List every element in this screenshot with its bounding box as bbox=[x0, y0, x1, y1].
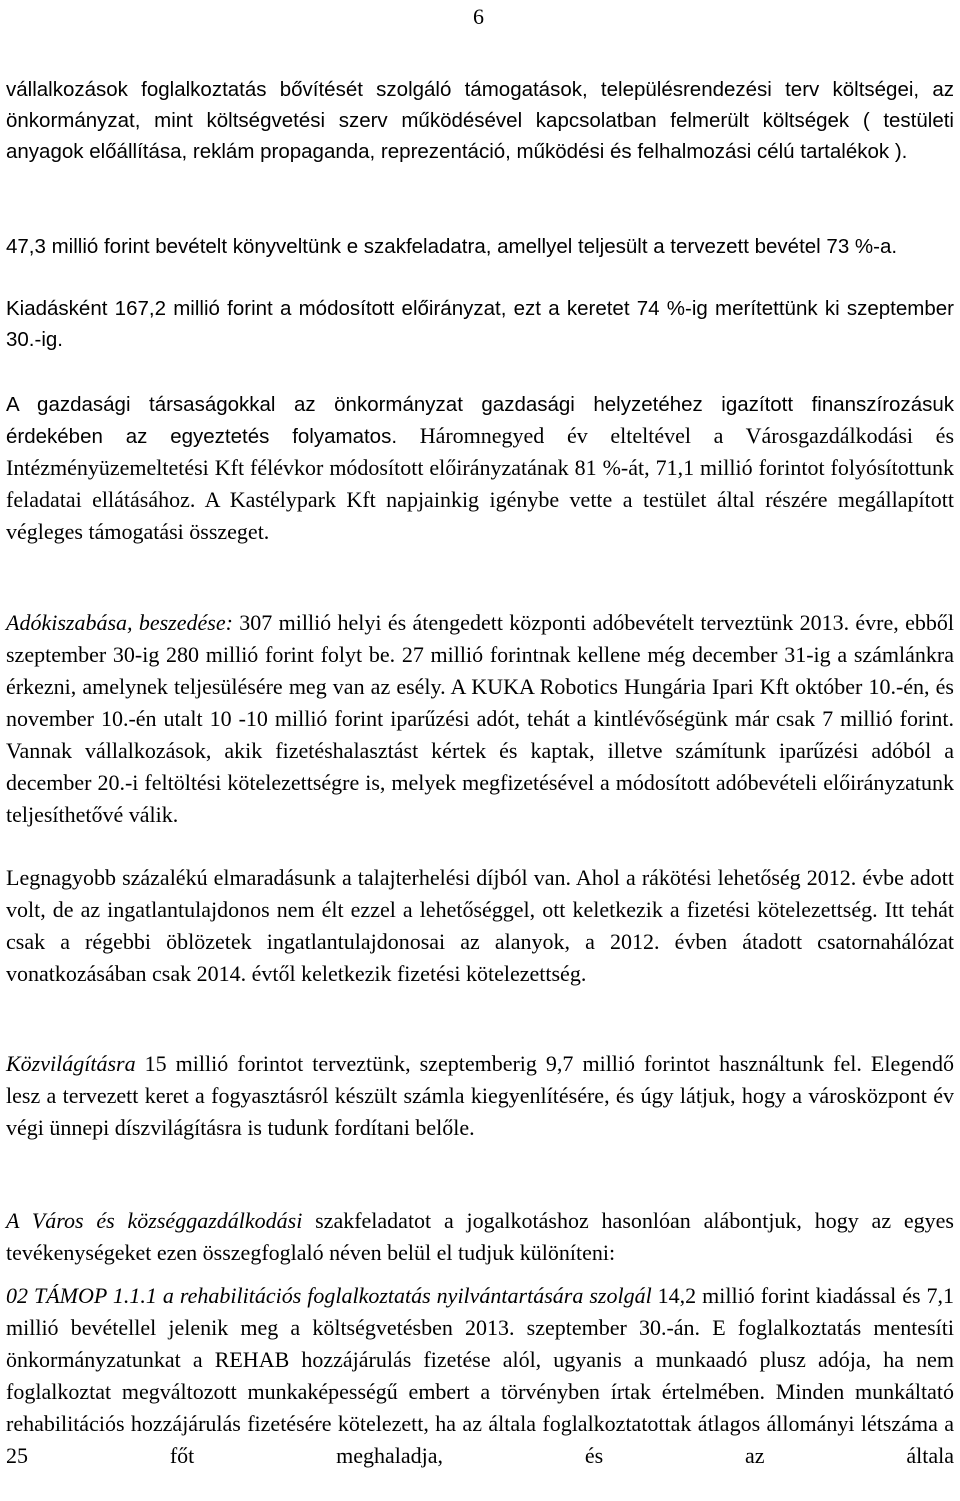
page-number: 6 bbox=[473, 4, 484, 29]
paragraph-city-management bbox=[6, 1205, 954, 1269]
city-management-heading: A Város és községgazdálkodási bbox=[6, 1208, 303, 1233]
paragraph-tax bbox=[6, 607, 954, 831]
paragraph-tamop bbox=[6, 1280, 954, 1472]
paragraph-soil-fee: Legnagyobb százalékú elmaradásunk a talajterhelési díjból van. Ahol a rákötési lehetőség 2012. évbe adott volt, de az ingatlantulajdonos nem élt ezzel a lehetőséggel, ott keletkezik a fizetési kötelezettség. Itt tehát csak a régebbi öblözetek ingatlantulajdonosai az alanyok, a 2012. évben átadott csatornahálózat vonatkozásában csak 2014. évtől keletkezik fizetési kötelezettség. bbox=[6, 865, 954, 986]
companies-intro: A gazdasági társaságokkal az önkormányzat gazdasági helyzetéhez igazított finanszírozásuk érdekében az egyeztetés folyamatos. bbox=[6, 393, 954, 448]
tax-text: 307 millió helyi és átengedett központi adóbevételt terveztünk 2013. évre, ebből szeptember 30-ig 280 millió forint folyt be. 27 millió forintnak kellene még december 31-ig a számlánkra érkezni, amelynek teljesülésére meg van az esély. A KUKA Robotics Hungária Ipari Kft október 10.-én, és november 10.-én utalt 10 -10 millió forint iparűzési adót, tehát a kintlévőségünk már csak 7 millió forint. Vannak vállalkozások, akik fizetéshalasztást kértek és kaptak, illetve számítunk iparűzési adóból a december 20.-i feltöltési kötelezettségre is, melyek megfizetésével a módosított adóbevételi előirányzatunk teljesíthetővé válik. bbox=[6, 610, 954, 827]
tax-heading: Adókiszabása, beszedése: bbox=[6, 610, 233, 635]
companies-details: Háromnegyed év elteltével a Városgazdálkodási és Intézményüzemeltetési Kft félévkor módosított előirányzatának 81 %-át, 71,1 millió forintot folyósítottunk feladatai ellátásához. A Kastélypark Kft napjainkig igénybe vette a testület által részére megállapított végleges támogatási összeget. bbox=[6, 423, 954, 544]
lighting-text: 15 millió forintot terveztünk, szeptemberig 9,7 millió forintot használtunk fel. Elegendő lesz a tervezett keret a fogyasztásról készült számla kiegyenlítésére, és úgy látjuk, hogy a városközpont év végi ünnepi díszvilágításra is tudunk fordítani belőle. bbox=[6, 1051, 954, 1140]
tamop-text: 14,2 millió forint kiadással és 7,1 millió bevétellel jelenik meg a költségvetésben 2013. szeptember 30.-án. E foglalkoztatás mentesíti önkormányzatunkat a REHAB hozzájárulás fizetése alól, ugyanis a munkaadó plusz adója, ha nem foglalkoztat megváltozott munkaképességű embert a törvényben írtak értelmében. Minden munkáltató rehabilitációs hozzájárulás fizetésére kötelezett, ha az általa foglalkoztatottak átlagos állományi létszáma a 25 főt meghaladja, és az általa bbox=[6, 1283, 954, 1468]
paragraph-expenditure: Kiadásként 167,2 millió forint a módosított előirányzat, ezt a keretet 74 %-ig merítettünk ki szeptember 30.-ig. bbox=[6, 297, 954, 351]
paragraph-companies bbox=[6, 388, 954, 548]
tamop-heading: 02 TÁMOP 1.1.1 a rehabilitációs foglalkoztatás nyilvántartására szolgál bbox=[6, 1283, 652, 1308]
paragraph-budget-costs: vállalkozások foglalkoztatás bővítését szolgáló támogatások, településrendezési terv költségei, az önkormányzat, mint költségvetési szerv működésével kapcsolatban felmerült költségek ( testületi anyagok előállítása, reklám propaganda, reprezentáció, működési és felhalmozási célú tartalékok ). bbox=[6, 78, 954, 163]
city-management-text: szakfeladatot a jogalkotáshoz hasonlóan alábontjuk, hogy az egyes tevékenységeket ezen összegfoglaló néven belül el tudjuk különíteni: bbox=[6, 1208, 954, 1265]
paragraph-public-lighting bbox=[6, 1048, 954, 1144]
paragraph-revenue: 47,3 millió forint bevételt könyveltünk e szakfeladatra, amellyel teljesült a tervezett bevétel 73 %-a. bbox=[6, 235, 898, 258]
lighting-heading: Közvilágításra bbox=[6, 1051, 136, 1076]
